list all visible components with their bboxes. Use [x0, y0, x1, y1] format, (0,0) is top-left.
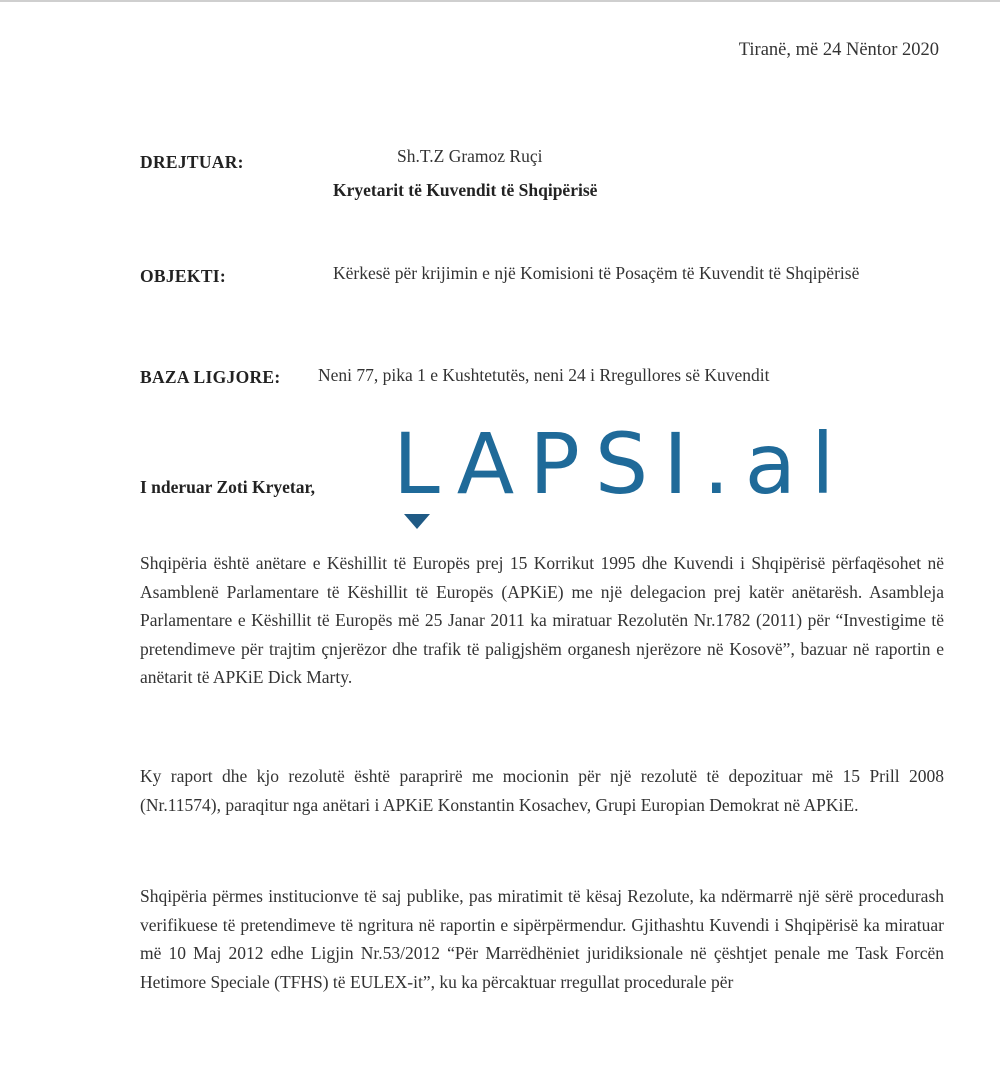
lapsi-watermark-logo — [393, 414, 913, 534]
addressee-title: Kryetarit të Kuvendit të Shqipërisë — [333, 180, 598, 200]
subject-value: Kërkesë për krijimin e një Komisioni të Posaçëm të Kuvendit të Shqipërisë — [333, 263, 860, 283]
watermark-text: LAPSI.al — [393, 415, 850, 513]
legal-basis-value: Neni 77, pika 1 e Kushtetutës, neni 24 i Rregullores së Kuvendit — [318, 365, 770, 385]
watermark-triangle-icon — [404, 514, 430, 529]
letter-date: Tiranë, më 24 Nëntor 2020 — [738, 40, 939, 60]
page-top-border — [0, 0, 1000, 2]
body-paragraph: Ky raport dhe kjo rezolutë është paraprirë me mocionin për një rezolutë të depozituar më 15 Prill 2008 (Nr.11574), paraqitur nga anëtari i APKiE Konstantin Kosachev, Grupi Europian Demokrat në APKiE. — [140, 766, 944, 815]
addressee-label: DREJTUAR: — [140, 152, 244, 172]
body-paragraph: Shqipëria është anëtare e Këshillit të Europës prej 15 Korrikut 1995 dhe Kuvendi i Shqipërisë përfaqësohet në Asamblenë Parlamentare të Këshillit të Europës (APKiE) me një delegacion prej katër anëtarësh. Asambleja Parlamentare e Këshillit të Europës më 25 Janar 2011 ka miratuar Rezolutën Nr.1782 (2011) për “Investigime të pretendimeve për trajtim çnjerëzor dhe trafik të paligjshëm organesh njerëzore në Kosovë”, bazuar në raportin e anëtarit të APKiE Dick Marty. — [140, 553, 944, 687]
addressee-name: Sh.T.Z Gramoz Ruçi — [397, 146, 543, 166]
salutation: I nderuar Zoti Kryetar, — [140, 477, 315, 497]
subject-label: OBJEKTI: — [140, 266, 227, 286]
legal-basis-label: BAZA LIGJORE: — [140, 367, 281, 387]
body-paragraph: Shqipëria përmes institucionve të saj publike, pas miratimit të kësaj Rezolute, ka ndërmarrë një sërë procedurash verifikuese të pretendimeve të ngritura në raportin e sipërpërmendur. Gjithashtu Kuvendi i Shqipërisë ka miratuar më 10 Maj 2012 edhe Ligjin Nr.53/2012 “Për Marrëdhëniet juridiksionale në çështjet penale me Task Forcën Hetimore Speciale (TFHS) të EULEX-it”, ku ka përcaktuar rregullat procedurale për — [140, 886, 944, 992]
